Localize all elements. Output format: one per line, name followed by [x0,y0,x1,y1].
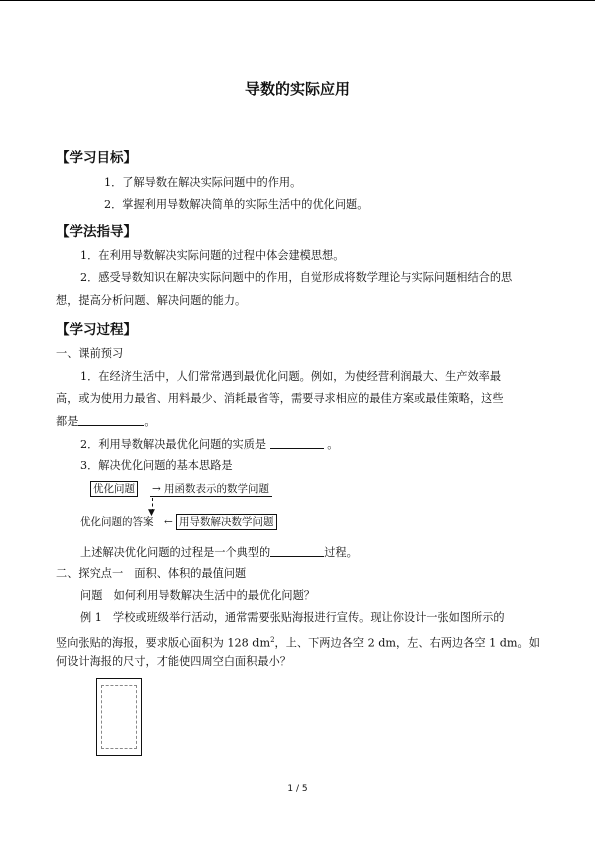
answer-blank-1[interactable] [78,414,144,426]
poster-figure [96,678,142,756]
flow-arrow-down: ▼ [148,508,155,518]
after-flow-suffix: 过程。 [324,546,358,559]
page-number: 1 / 5 [287,784,308,794]
example1-line3: 何设计海报的尺寸，才能使四周空白面积最小？ [56,655,291,668]
poster-content-area [101,685,137,749]
p1-suffix: 。 [144,415,156,428]
flow-text-answer: 优化问题的答案 [80,516,154,528]
flow-box-derivative-solve: 用导数解决数学问题 [176,514,277,530]
method-heading: 【学法指导】 [56,224,137,240]
flow-text-function-problem: 用函数表示的数学问题 [164,483,269,495]
preview-p1-line2: 高，或为使用力最省、用料最少、消耗最省等，需要寻求相应的最佳方案或最佳策略，这些 [56,392,504,405]
preview-p1-line3 [56,414,156,429]
ex1-line2b: ，上、下两边各空 2 dm，左、右两边各空 1 dm。如 [274,636,540,650]
ex1-line2a: 竖向张贴的海报，要求版心面积为 128 dm [56,636,271,650]
flow-arrow-right-1: → [152,483,161,495]
flow-underline [150,496,272,497]
section-explore-1: 二、探究点一 面积、体积的最值问题 [56,567,247,580]
flow-box-optimization-problem: 优化问题 [90,481,138,497]
after-flow-text [80,545,358,560]
section-preview: 一、课前预习 [56,347,124,360]
method-item-1: 1．在利用导数解决实际问题的过程中体会建模思想。 [80,249,345,262]
method-item-2: 2．感受导数知识在解决实际问题中的作用，自觉形成将数学理论与实际问题相结合的思 [80,271,513,284]
example1-line2 [56,633,540,651]
goals-heading: 【学习目标】 [56,150,137,166]
preview-p1-line1: 1．在经济生活中，人们常常遇到最优化问题。例如，为使经营利润最大、生产效率最 [80,370,502,383]
top-rule [0,0,595,1]
method-item-2-cont: 想，提高分析问题、解决问题的能力。 [56,294,247,307]
preview-p3: 3．解决优化问题的基本思路是 [80,459,233,472]
ex1-superscript: 2 [270,636,275,644]
question-line: 问题 如何利用导数解决生活中的最优化问题？ [80,589,315,602]
answer-blank-2[interactable] [270,437,324,449]
page-title: 导数的实际应用 [244,80,350,98]
goal-item-2: 2．掌握利用导数解决简单的实际生活中的优化问题。 [104,198,369,211]
flow-arrow-left: ← [164,516,173,528]
example1-line1: 例 1 学校或班级举行活动，通常需要张贴海报进行宣传。现让你设计一张如图所示的 [80,611,505,624]
answer-blank-3[interactable] [270,545,324,557]
p1-prefix: 都是 [56,415,79,428]
p2-suffix: 。 [327,438,339,451]
goal-item-1: 1．了解导数在解决实际问题中的作用。 [104,176,302,189]
p2-prefix: 2．利用导数解决最优化问题的实质是 [80,438,267,451]
preview-p2 [80,437,338,452]
process-heading: 【学习过程】 [56,322,137,338]
after-flow-prefix: 上述解决优化问题的过程是一个典型的 [80,546,271,559]
